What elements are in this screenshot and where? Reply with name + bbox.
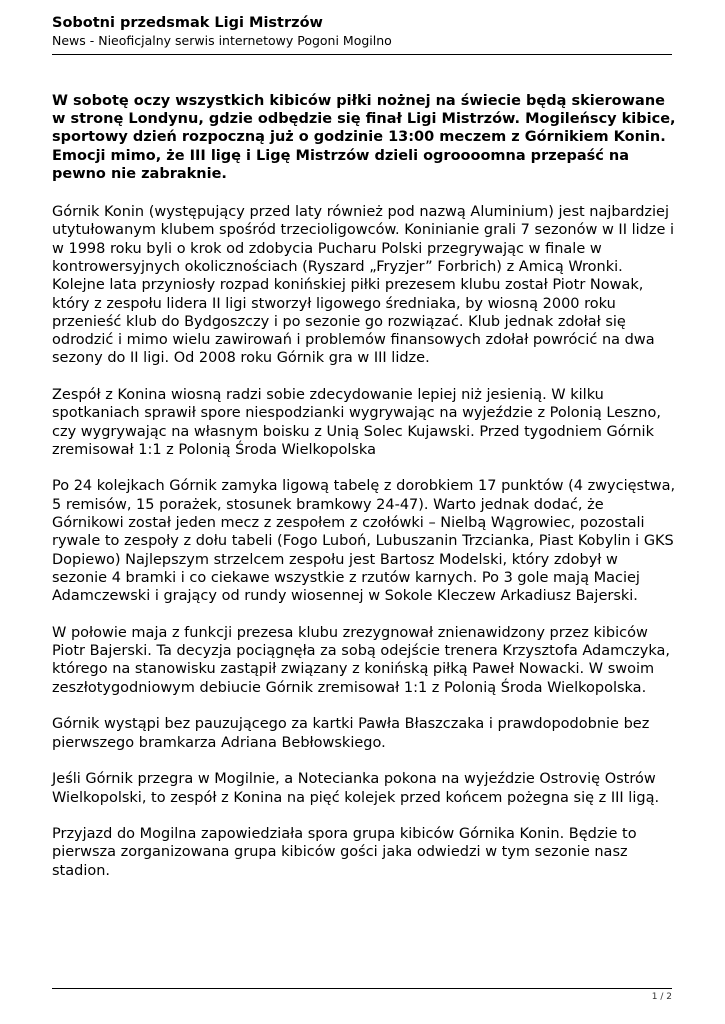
page-number: 1 / 2 (651, 992, 672, 1002)
article-paragraph: W połowie maja z funkcji prezesa klubu zrezygnował znienawidzony przez kibiców Piotr Bajerski. Ta decyzja pociągnęła za sobą odejście trenera Krzysztofa Adamczyka, którego na stanowisku zastąpił związany z konińską piłką Paweł Nowacki. W swoim zeszłotygodniowym debiucie Górnik zremisował 1:1 z Polonią Środa Wielkopolska. (52, 624, 670, 696)
document-header (52, 14, 672, 55)
document-subtitle: News - Nieoficjalny serwis internetowy Pogoni Mogilno (52, 33, 392, 48)
article-paragraph: Jeśli Górnik przegra w Mogilnie, a Notecianka pokona na wyjeździe Ostrovię Ostrów Wielkopolski, to zespół z Konina na pięć kolejek przed końcem pożegna się z III ligą. (52, 771, 660, 806)
article-paragraph: Przyjazd do Mogilna zapowiedziała spora grupa kibiców Górnika Konin. Będzie to pierwsza zorganizowana grupa kibiców gości jaka odwiedzi w tym sezonie nasz stadion. (52, 826, 637, 879)
article-paragraph: Po 24 kolejkach Górnik zamyka ligową tabelę z dorobkiem 17 punktów (4 zwycięstwa, 5 remisów, 15 porażek, stosunek bramkowy 24-47). Warto jednak dodać, że Górnikowi został jeden mecz z zespołem z czołówki – Nielbą Wągrowiec, pozostali rywale to zespoły z dołu tabeli (Fogo Luboń, Lubuszanin Trzcianka, Piast Kobylin i GKS Dopiewo) Najlepszym strzelcem zespołu jest Bartosz Modelski, który zdobył w sezonie 4 bramki i co ciekawe wszystkie z rzutów karnych. Po 3 gole mają Maciej Adamczewski i grający od rundy wiosennej w Sokole Kleczew Arkadiusz Bajerski. (52, 478, 676, 605)
document-footer (52, 988, 672, 1002)
document-title: Sobotni przedsmak Ligi Mistrzów (52, 15, 323, 31)
article-lead: W sobotę oczy wszystkich kibiców piłki nożnej na świecie będą skierowane w stronę Londynu, gdzie odbędzie się finał Ligi Mistrzów. Mogileńscy kibice, sportowy dzień rozpoczną już o godzinie 13:00 meczem z Górnikiem Konin. Emocji mimo, że III ligę i Ligę Mistrzów dzieli ogroooomna przepaść na pewno nie zabraknie. (52, 93, 676, 182)
article-paragraph: Zespół z Konina wiosną radzi sobie zdecydowanie lepiej niż jesienią. W kilku spotkaniach sprawił spore niespodzianki wygrywając na wyjeździe z Polonią Leszno, czy wygrywając na własnym boisku z Unią Solec Kujawski. Przed tygodniem Górnik zremisował 1:1 z Polonią Środa Wielkopolska (52, 386, 661, 458)
article-paragraph: Górnik wystąpi bez pauzującego za kartki Pawła Błaszczaka i prawdopodobnie bez pierwszego bramkarza Adriana Bebłowskiego. (52, 716, 650, 751)
article-body (52, 92, 677, 898)
article-paragraph: Górnik Konin (występujący przed laty również pod nazwą Aluminium) jest najbardziej utytułowanym klubem spośród trzecioligowców. Koninianie grali 7 sezonów w II lidze i w 1998 roku byli o krok od zdobycia Pucharu Polski przegrywając w finale w kontrowersyjnych okolicznościach (Ryszard „Fryzjer” Forbrich) z Amicą Wronki. Kolejne lata przyniosły rozpad konińskiej piłki prezesem klubu został Piotr Nowak, który z zespołu lidera II ligi stworzył ligowego średniaka, by wiosną 2000 roku przenieść klub do Bydgoszczy i po sezonie go rozwiązać. Klub jednak zdołał się odrodzić i mimo wielu zawirowań i problemów finansowych zdołał powrócić na dwa sezony do II ligi. Od 2008 roku Górnik gra w III lidze. (52, 204, 675, 367)
